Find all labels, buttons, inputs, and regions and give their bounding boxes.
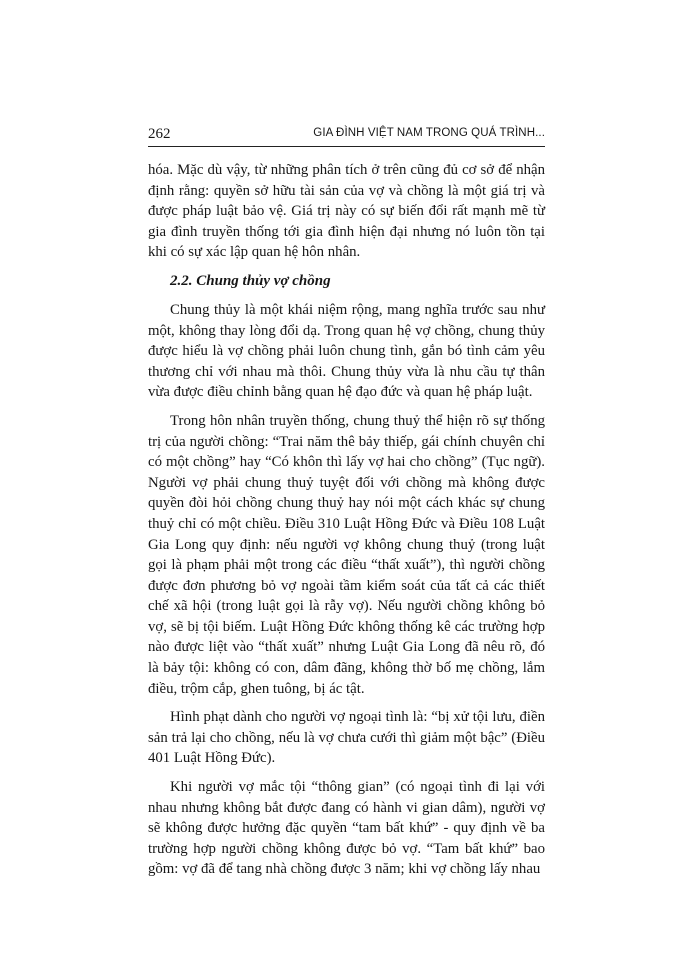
page-body [148,160,545,888]
paragraph: Khi người vợ mắc tội “thông gian” (có ngoại tình đi lại với nhau nhưng không bắt được đang có hành vi gian dâm), người vợ sẽ không được hưởng đặc quyền “tam bất khứ” - quy định về ba trường hợp người chồng không được bỏ vợ. “Tam bất khứ” bao gồm: vợ đã để tang nhà chồng được 3 năm; khi vợ chồng lấy nhau [148,779,545,878]
page-number: 262 [148,126,171,142]
paragraph: Hình phạt dành cho người vợ ngoại tình là: “bị xử tội lưu, điền sản trả lại cho chồng, nếu là vợ chưa cưới thì giảm một bậc” (Điều 401 Luật Hồng Đức). [148,709,545,767]
section-heading: 2.2. Chung thủy vợ chồng [170,272,331,289]
paragraph-continuation: hóa. Mặc dù vậy, từ những phân tích ở trên cũng đủ cơ sở để nhận định rằng: quyền sở hữu tài sản của vợ và chồng là một giá trị và được pháp luật bảo vệ. Giá trị này có sự biến đổi rất mạnh mẽ từ gia đình truyền thống tới gia đình hiện đại nhưng nó luôn tồn tại khi có sự xác lập quan hệ hôn nhân. [148,162,545,261]
page-header [148,124,545,147]
paragraph: Trong hôn nhân truyền thống, chung thuỷ thể hiện rõ sự thống trị của người chồng: “Trai năm thê bảy thiếp, gái chính chuyên chỉ có một chồng” hay “Có khôn thì lấy vợ hai cho chồng” (Tục ngữ). Người vợ phải chung thuỷ tuyệt đối với chồng mà không được quyền đòi hỏi chồng chung thuỷ hay nói một cách khác sự chung thuỷ chỉ có một chiều. Điều 310 Luật Hồng Đức và Điều 108 Luật Gia Long quy định: nếu người vợ không chung thuỷ (trong luật gọi là phạm phải một trong các điều “thất xuất”), thì người chồng được đơn phương bỏ vợ ngoài tầm kiểm soát của tất cả các thiết chế xã hội (trong luật gọi là rẫy vợ). Nếu người chồng không bỏ vợ, sẽ bị tội biếm. Luật Hồng Đức không thống kê các trường hợp nào được liệt vào “thất xuất” nhưng Luật Gia Long đã nêu rõ, đó là bảy tội: không có con, dâm đãng, không thờ bố mẹ chồng, lắm điều, trộm cắp, ghen tuông, bị ác tật. [148,412,545,697]
paragraph: Chung thủy là một khái niệm rộng, mang nghĩa trước sau như một, không thay lòng đổi dạ. Trong quan hệ vợ chồng, chung thủy được hiểu là vợ chồng phải luôn chung tình, gắn bó tình cảm yêu thương chỉ với nhau mà thôi. Chung thủy vừa là nhu cầu tự thân vừa được điều chỉnh bằng quan hệ đạo đức và quan hệ pháp luật. [148,301,545,401]
running-title: GIA ĐÌNH VIỆT NAM TRONG QUÁ TRÌNH... [313,127,545,139]
